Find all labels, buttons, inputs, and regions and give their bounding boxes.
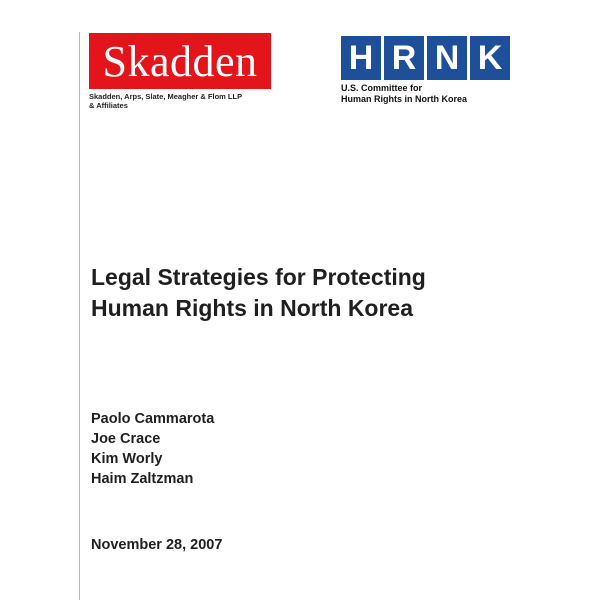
hrnk-org-name: [341, 83, 541, 105]
author-name: Joe Crace: [91, 431, 161, 447]
hrnk-letter: R: [384, 36, 424, 80]
document-date: November 28, 2007: [91, 537, 223, 553]
hrnk-letter: N: [427, 36, 467, 80]
author-name: Kim Worly: [91, 451, 163, 467]
hrnk-logo: [341, 36, 510, 80]
hrnk-letter: H: [341, 36, 381, 80]
left-margin-rule: [79, 32, 80, 600]
hrnk-org-line: Human Rights in North Korea: [341, 94, 468, 104]
skadden-logo-text: Skadden: [102, 36, 258, 86]
hrnk-org-line: U.S. Committee for: [341, 83, 423, 93]
author-list: [91, 409, 391, 489]
skadden-firm-name: [89, 92, 279, 110]
skadden-firm-line: & Affiliates: [89, 101, 128, 110]
author-name: Paolo Cammarota: [91, 411, 215, 427]
skadden-firm-line: Skadden, Arps, Slate, Meagher & Flom LLP: [89, 92, 243, 101]
title-line: Human Rights in North Korea: [91, 295, 414, 321]
title-line: Legal Strategies for Protecting: [91, 264, 426, 290]
document-title: [91, 262, 571, 324]
author-name: Haim Zaltzman: [91, 471, 194, 487]
hrnk-letter: K: [470, 36, 510, 80]
skadden-logo: [89, 33, 271, 89]
